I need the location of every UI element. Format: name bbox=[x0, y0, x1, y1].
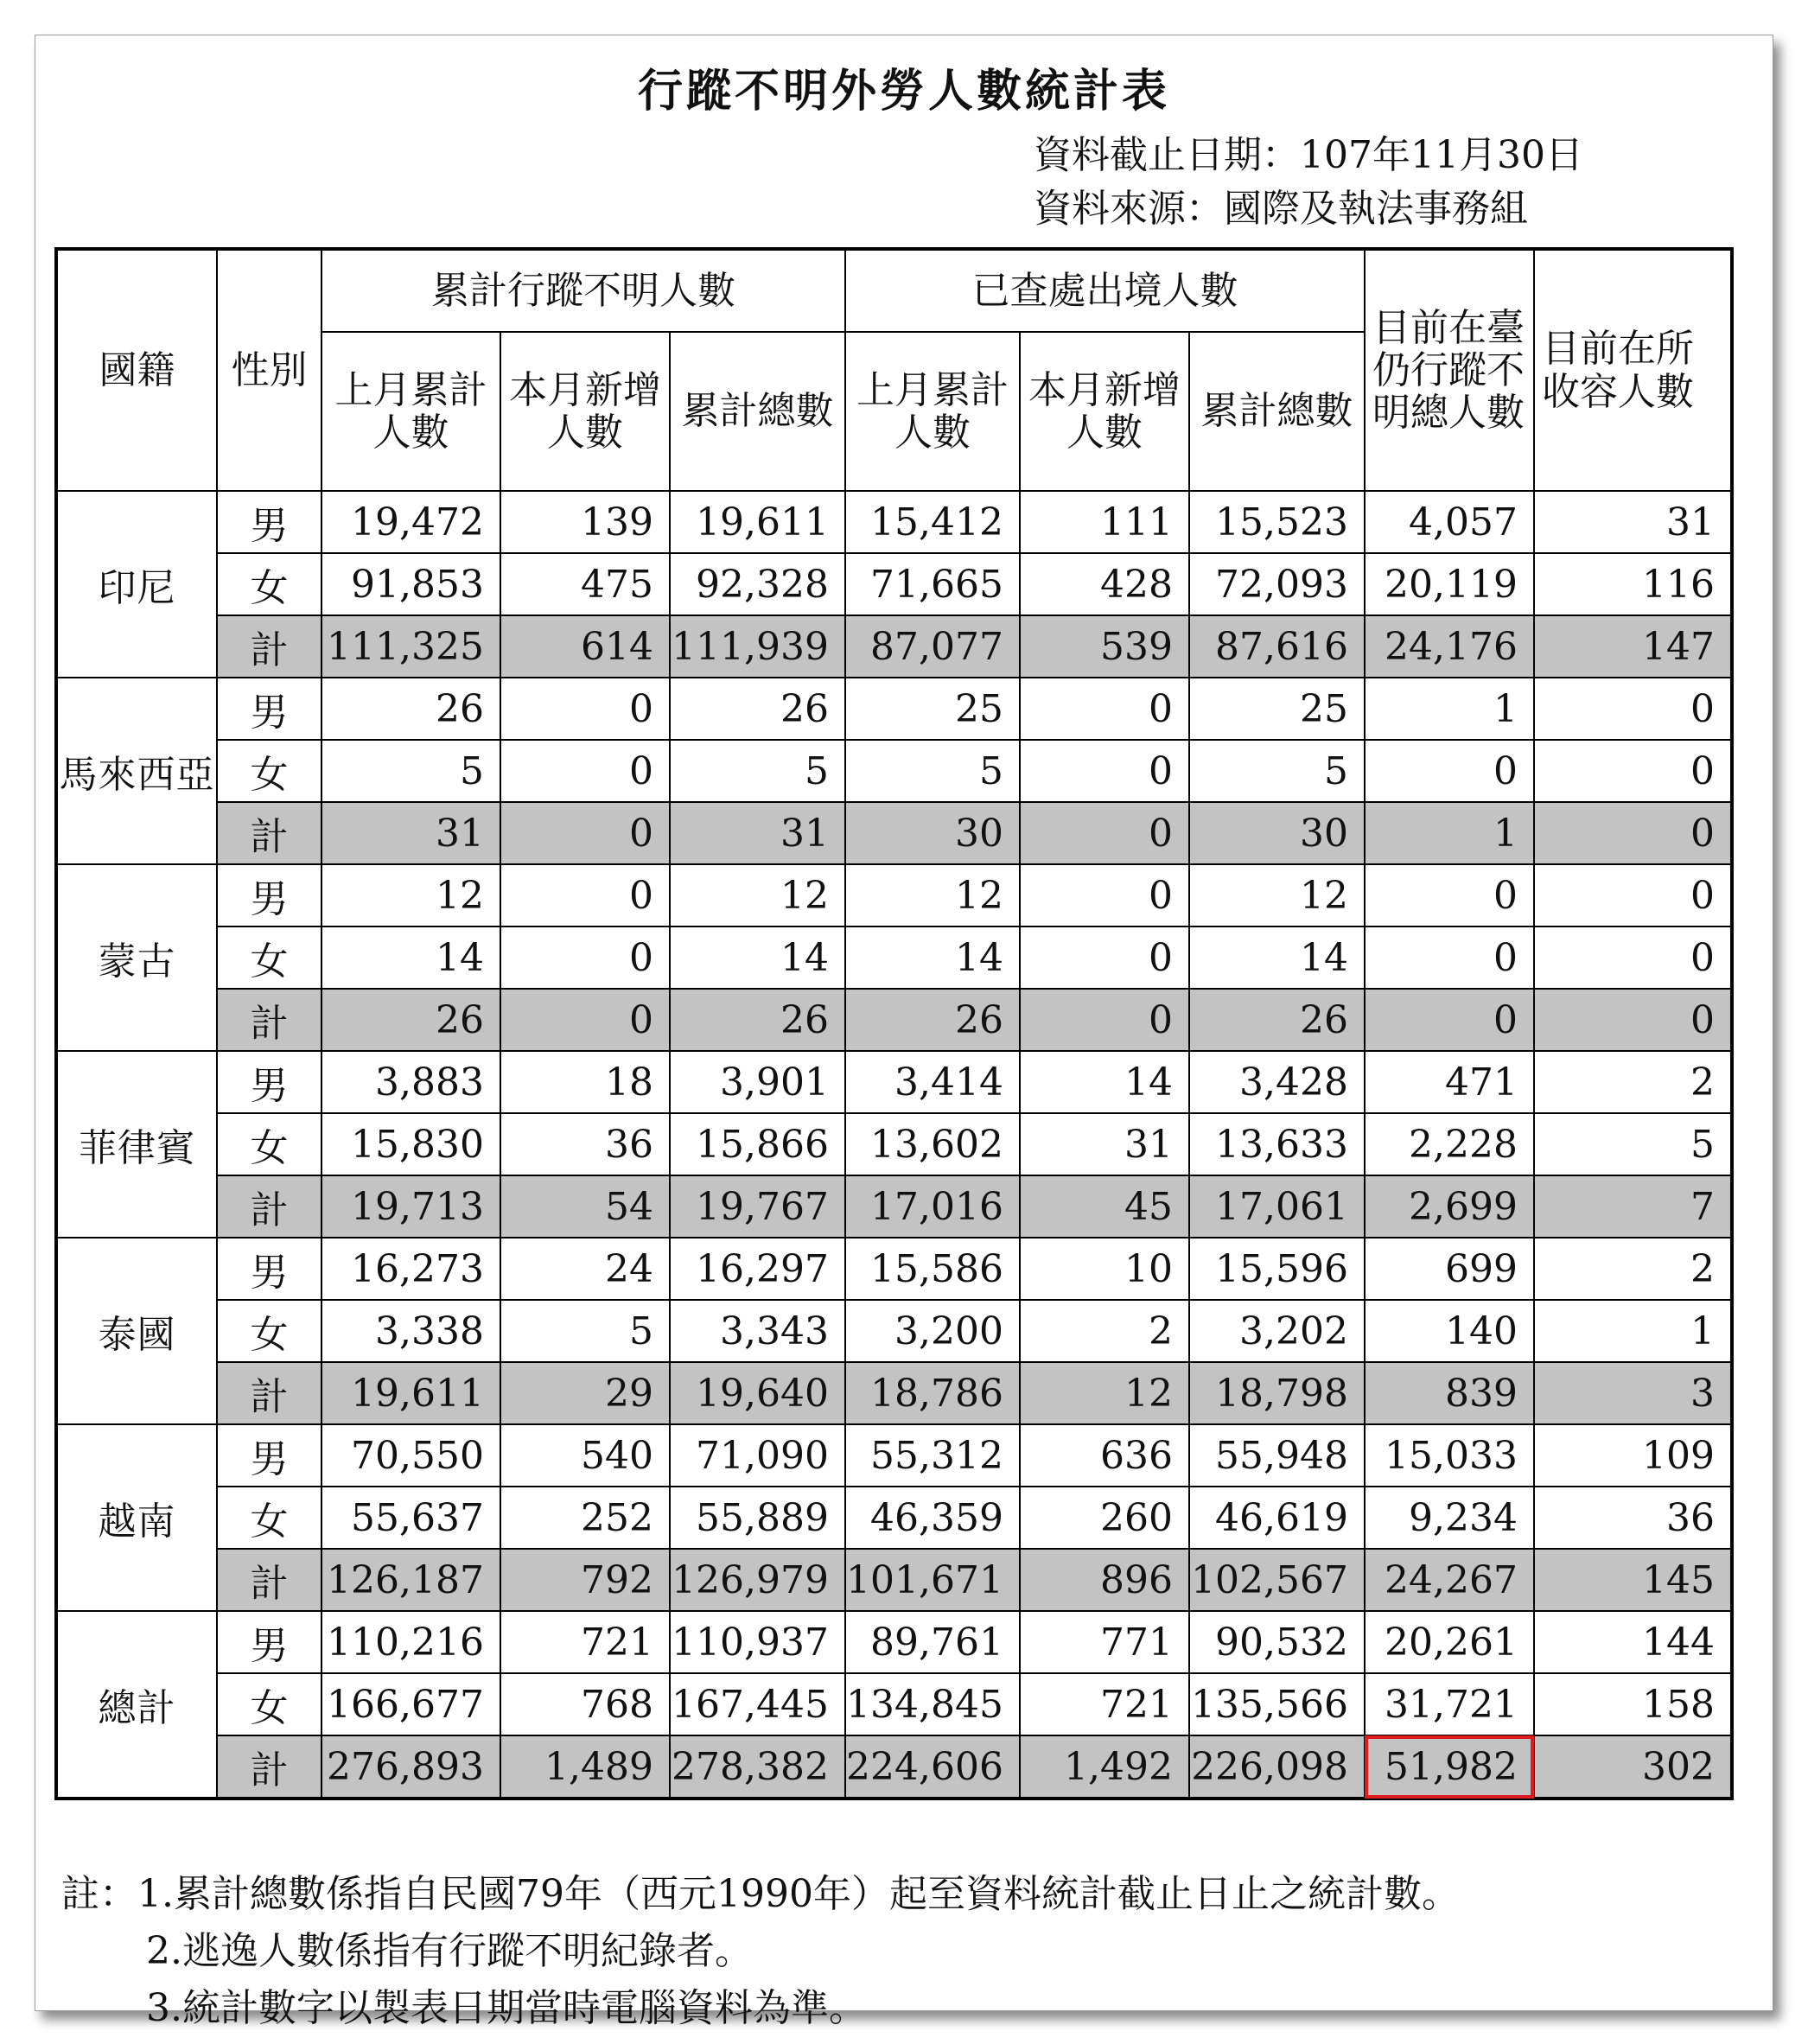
value-cell-dep-prev: 26 bbox=[845, 989, 1020, 1051]
value-cell-cum-new: 36 bbox=[500, 1113, 670, 1175]
value-cell-dep-total: 90,532 bbox=[1189, 1611, 1365, 1673]
value-cell-cum-prev: 5 bbox=[321, 740, 500, 802]
value-cell-detained: 0 bbox=[1534, 926, 1732, 989]
header-cum-prev: 上月累計人數 bbox=[321, 332, 500, 491]
value-cell-cum-new: 0 bbox=[500, 678, 670, 740]
table-row bbox=[56, 864, 1732, 926]
value-cell-dep-total: 55,948 bbox=[1189, 1424, 1365, 1487]
header-dep-total: 累計總數 bbox=[1189, 332, 1365, 491]
value-cell-dep-prev: 55,312 bbox=[845, 1424, 1020, 1487]
sex-cell: 男 bbox=[217, 678, 321, 740]
sex-cell: 計 bbox=[217, 1362, 321, 1424]
header-nationality: 國籍 bbox=[56, 249, 217, 491]
value-cell-still-missing: 1 bbox=[1365, 678, 1534, 740]
header-dep-new: 本月新增人數 bbox=[1020, 332, 1189, 491]
value-cell-cum-prev: 15,830 bbox=[321, 1113, 500, 1175]
nationality-cell: 印尼 bbox=[56, 491, 217, 678]
value-cell-cum-new: 0 bbox=[500, 740, 670, 802]
value-cell-detained: 109 bbox=[1534, 1424, 1732, 1487]
nationality-cell: 泰國 bbox=[56, 1238, 217, 1424]
value-cell-dep-new: 0 bbox=[1020, 989, 1189, 1051]
value-cell-dep-total: 17,061 bbox=[1189, 1175, 1365, 1238]
table-row bbox=[56, 1113, 1732, 1175]
value-cell-dep-prev: 14 bbox=[845, 926, 1020, 989]
value-cell-cum-new: 18 bbox=[500, 1051, 670, 1113]
value-cell-cum-prev: 91,853 bbox=[321, 553, 500, 615]
value-cell-dep-new: 1,492 bbox=[1020, 1735, 1189, 1799]
value-cell-detained: 0 bbox=[1534, 989, 1732, 1051]
table-row bbox=[56, 926, 1732, 989]
value-cell-dep-prev: 134,845 bbox=[845, 1673, 1020, 1735]
value-cell-still-missing: 0 bbox=[1365, 926, 1534, 989]
value-cell-dep-prev: 5 bbox=[845, 740, 1020, 802]
value-cell-dep-total: 5 bbox=[1189, 740, 1365, 802]
sex-cell: 計 bbox=[217, 802, 321, 864]
value-cell-dep-new: 111 bbox=[1020, 491, 1189, 553]
table-row bbox=[56, 1175, 1732, 1238]
value-cell-still-missing: 0 bbox=[1365, 740, 1534, 802]
value-cell-cum-prev: 31 bbox=[321, 802, 500, 864]
value-cell-cum-prev: 3,883 bbox=[321, 1051, 500, 1113]
value-cell-cum-total: 92,328 bbox=[670, 553, 845, 615]
sex-cell: 計 bbox=[217, 1175, 321, 1238]
page-title: 行蹤不明外勞人數統計表 bbox=[637, 65, 1170, 118]
value-cell-cum-total: 111,939 bbox=[670, 615, 845, 678]
value-cell-dep-total: 26 bbox=[1189, 989, 1365, 1051]
value-cell-dep-prev: 224,606 bbox=[845, 1735, 1020, 1799]
value-cell-detained: 0 bbox=[1534, 740, 1732, 802]
value-cell-cum-new: 1,489 bbox=[500, 1735, 670, 1799]
value-cell-dep-prev: 3,200 bbox=[845, 1300, 1020, 1362]
value-cell-cum-total: 15,866 bbox=[670, 1113, 845, 1175]
value-cell-cum-prev: 19,713 bbox=[321, 1175, 500, 1238]
value-cell-cum-new: 0 bbox=[500, 864, 670, 926]
value-cell-dep-total: 87,616 bbox=[1189, 615, 1365, 678]
value-cell-still-missing: 4,057 bbox=[1365, 491, 1534, 553]
sex-cell: 男 bbox=[217, 864, 321, 926]
value-cell-cum-prev: 26 bbox=[321, 678, 500, 740]
table-row bbox=[56, 1362, 1732, 1424]
table-row bbox=[56, 1238, 1732, 1300]
value-cell-still-missing: 2,699 bbox=[1365, 1175, 1534, 1238]
value-cell-dep-new: 539 bbox=[1020, 615, 1189, 678]
value-cell-cum-new: 0 bbox=[500, 926, 670, 989]
value-cell-still-missing: 2,228 bbox=[1365, 1113, 1534, 1175]
sex-cell: 女 bbox=[217, 1300, 321, 1362]
value-cell-detained: 147 bbox=[1534, 615, 1732, 678]
value-cell-still-missing: 1 bbox=[1365, 802, 1534, 864]
sex-cell: 女 bbox=[217, 1113, 321, 1175]
table-row bbox=[56, 1673, 1732, 1735]
value-cell-dep-new: 771 bbox=[1020, 1611, 1189, 1673]
value-cell-cum-prev: 166,677 bbox=[321, 1673, 500, 1735]
value-cell-still-missing: 0 bbox=[1365, 864, 1534, 926]
value-cell-dep-total: 3,428 bbox=[1189, 1051, 1365, 1113]
value-cell-dep-new: 12 bbox=[1020, 1362, 1189, 1424]
value-cell-cum-new: 54 bbox=[500, 1175, 670, 1238]
value-cell-dep-total: 12 bbox=[1189, 864, 1365, 926]
value-cell-dep-prev: 101,671 bbox=[845, 1549, 1020, 1611]
value-cell-cum-total: 19,767 bbox=[670, 1175, 845, 1238]
nationality-cell: 菲律賓 bbox=[56, 1051, 217, 1238]
value-cell-cum-prev: 110,216 bbox=[321, 1611, 500, 1673]
value-cell-detained: 7 bbox=[1534, 1175, 1732, 1238]
value-cell-still-missing: 15,033 bbox=[1365, 1424, 1534, 1487]
value-cell-dep-total: 15,596 bbox=[1189, 1238, 1365, 1300]
table-row bbox=[56, 678, 1732, 740]
value-cell-cum-prev: 12 bbox=[321, 864, 500, 926]
value-cell-cum-total: 3,343 bbox=[670, 1300, 845, 1362]
table-row bbox=[56, 553, 1732, 615]
value-cell-dep-prev: 12 bbox=[845, 864, 1020, 926]
value-cell-dep-total: 13,633 bbox=[1189, 1113, 1365, 1175]
value-cell-detained: 145 bbox=[1534, 1549, 1732, 1611]
table-body bbox=[56, 491, 1732, 1799]
value-cell-detained: 36 bbox=[1534, 1487, 1732, 1549]
highlighted-total-still-missing: 51,982 bbox=[1365, 1735, 1534, 1799]
value-cell-dep-total: 3,202 bbox=[1189, 1300, 1365, 1362]
value-cell-cum-total: 26 bbox=[670, 989, 845, 1051]
value-cell-dep-total: 135,566 bbox=[1189, 1673, 1365, 1735]
value-cell-detained: 116 bbox=[1534, 553, 1732, 615]
table-row bbox=[56, 1549, 1732, 1611]
nationality-cell: 總計 bbox=[56, 1611, 217, 1799]
value-cell-cum-total: 19,611 bbox=[670, 491, 845, 553]
value-cell-dep-new: 2 bbox=[1020, 1300, 1189, 1362]
value-cell-cum-prev: 55,637 bbox=[321, 1487, 500, 1549]
value-cell-dep-prev: 25 bbox=[845, 678, 1020, 740]
value-cell-dep-total: 25 bbox=[1189, 678, 1365, 740]
value-cell-cum-prev: 16,273 bbox=[321, 1238, 500, 1300]
value-cell-cum-prev: 19,472 bbox=[321, 491, 500, 553]
footnotes bbox=[61, 1866, 1460, 2037]
value-cell-detained: 302 bbox=[1534, 1735, 1732, 1799]
value-cell-cum-total: 19,640 bbox=[670, 1362, 845, 1424]
table-row bbox=[56, 1735, 1732, 1799]
sex-cell: 男 bbox=[217, 1051, 321, 1113]
value-cell-cum-new: 0 bbox=[500, 989, 670, 1051]
value-cell-dep-prev: 18,786 bbox=[845, 1362, 1020, 1424]
value-cell-detained: 2 bbox=[1534, 1238, 1732, 1300]
header-still-missing: 目前在臺仍行蹤不明總人數 bbox=[1365, 249, 1534, 491]
value-cell-cum-total: 5 bbox=[670, 740, 845, 802]
value-cell-still-missing: 20,119 bbox=[1365, 553, 1534, 615]
value-cell-detained: 0 bbox=[1534, 678, 1732, 740]
value-cell-dep-total: 72,093 bbox=[1189, 553, 1365, 615]
table-row bbox=[56, 491, 1732, 553]
value-cell-cum-prev: 19,611 bbox=[321, 1362, 500, 1424]
value-cell-cum-new: 252 bbox=[500, 1487, 670, 1549]
table-row bbox=[56, 989, 1732, 1051]
value-cell-cum-prev: 3,338 bbox=[321, 1300, 500, 1362]
value-cell-cum-new: 792 bbox=[500, 1549, 670, 1611]
header-detained: 目前在所收容人數 bbox=[1534, 249, 1732, 491]
footnote-2: 2.逃逸人數係指有行蹤不明紀錄者。 bbox=[146, 1929, 753, 1973]
value-cell-dep-total: 102,567 bbox=[1189, 1549, 1365, 1611]
header-group-deported: 已查處出境人數 bbox=[845, 249, 1365, 332]
table-row bbox=[56, 1051, 1732, 1113]
value-cell-detained: 2 bbox=[1534, 1051, 1732, 1113]
value-cell-cum-total: 110,937 bbox=[670, 1611, 845, 1673]
value-cell-detained: 158 bbox=[1534, 1673, 1732, 1735]
sex-cell: 計 bbox=[217, 1549, 321, 1611]
value-cell-dep-new: 31 bbox=[1020, 1113, 1189, 1175]
sex-cell: 女 bbox=[217, 926, 321, 989]
header-dep-prev: 上月累計人數 bbox=[845, 332, 1020, 491]
value-cell-cum-total: 26 bbox=[670, 678, 845, 740]
value-cell-dep-new: 0 bbox=[1020, 864, 1189, 926]
table-row bbox=[56, 1300, 1732, 1362]
value-cell-cum-new: 5 bbox=[500, 1300, 670, 1362]
value-cell-cum-new: 721 bbox=[500, 1611, 670, 1673]
value-cell-cum-total: 12 bbox=[670, 864, 845, 926]
value-cell-dep-new: 0 bbox=[1020, 740, 1189, 802]
value-cell-dep-total: 30 bbox=[1189, 802, 1365, 864]
statistics-table bbox=[54, 247, 1734, 1800]
value-cell-dep-total: 46,619 bbox=[1189, 1487, 1365, 1549]
header-group-cumulative: 累計行蹤不明人數 bbox=[321, 249, 845, 332]
value-cell-detained: 3 bbox=[1534, 1362, 1732, 1424]
value-cell-dep-prev: 46,359 bbox=[845, 1487, 1020, 1549]
value-cell-detained: 0 bbox=[1534, 864, 1732, 926]
header-sex: 性別 bbox=[217, 249, 321, 491]
value-cell-detained: 31 bbox=[1534, 491, 1732, 553]
value-cell-still-missing: 9,234 bbox=[1365, 1487, 1534, 1549]
value-cell-cum-prev: 276,893 bbox=[321, 1735, 500, 1799]
value-cell-cum-prev: 111,325 bbox=[321, 615, 500, 678]
sex-cell: 女 bbox=[217, 740, 321, 802]
value-cell-still-missing: 140 bbox=[1365, 1300, 1534, 1362]
value-cell-dep-new: 45 bbox=[1020, 1175, 1189, 1238]
value-cell-cum-prev: 26 bbox=[321, 989, 500, 1051]
sex-cell: 女 bbox=[217, 1487, 321, 1549]
value-cell-dep-prev: 87,077 bbox=[845, 615, 1020, 678]
value-cell-cum-total: 14 bbox=[670, 926, 845, 989]
sex-cell: 計 bbox=[217, 615, 321, 678]
table-row bbox=[56, 1424, 1732, 1487]
value-cell-cum-total: 16,297 bbox=[670, 1238, 845, 1300]
table-row bbox=[56, 1611, 1732, 1673]
value-cell-dep-new: 0 bbox=[1020, 678, 1189, 740]
value-cell-cum-new: 29 bbox=[500, 1362, 670, 1424]
value-cell-cum-new: 24 bbox=[500, 1238, 670, 1300]
value-cell-dep-prev: 17,016 bbox=[845, 1175, 1020, 1238]
value-cell-still-missing: 31,721 bbox=[1365, 1673, 1534, 1735]
value-cell-still-missing: 471 bbox=[1365, 1051, 1534, 1113]
table-row bbox=[56, 615, 1732, 678]
value-cell-detained: 0 bbox=[1534, 802, 1732, 864]
value-cell-cum-total: 55,889 bbox=[670, 1487, 845, 1549]
value-cell-cum-total: 3,901 bbox=[670, 1051, 845, 1113]
value-cell-dep-total: 226,098 bbox=[1189, 1735, 1365, 1799]
value-cell-cum-prev: 126,187 bbox=[321, 1549, 500, 1611]
value-cell-cum-total: 31 bbox=[670, 802, 845, 864]
value-cell-cum-prev: 14 bbox=[321, 926, 500, 989]
value-cell-cum-total: 126,979 bbox=[670, 1549, 845, 1611]
value-cell-cum-new: 768 bbox=[500, 1673, 670, 1735]
nationality-cell: 越南 bbox=[56, 1424, 217, 1611]
value-cell-cum-new: 614 bbox=[500, 615, 670, 678]
sex-cell: 男 bbox=[217, 1611, 321, 1673]
value-cell-dep-new: 14 bbox=[1020, 1051, 1189, 1113]
value-cell-cum-new: 540 bbox=[500, 1424, 670, 1487]
value-cell-dep-prev: 89,761 bbox=[845, 1611, 1020, 1673]
sex-cell: 女 bbox=[217, 1673, 321, 1735]
header-cum-total: 累計總數 bbox=[670, 332, 845, 491]
value-cell-still-missing: 839 bbox=[1365, 1362, 1534, 1424]
value-cell-still-missing: 699 bbox=[1365, 1238, 1534, 1300]
value-cell-dep-new: 0 bbox=[1020, 802, 1189, 864]
sex-cell: 計 bbox=[217, 1735, 321, 1799]
value-cell-still-missing: 24,267 bbox=[1365, 1549, 1534, 1611]
value-cell-dep-new: 896 bbox=[1020, 1549, 1189, 1611]
table-row bbox=[56, 740, 1732, 802]
value-cell-cum-new: 0 bbox=[500, 802, 670, 864]
value-cell-dep-prev: 30 bbox=[845, 802, 1020, 864]
value-cell-dep-new: 10 bbox=[1020, 1238, 1189, 1300]
value-cell-dep-new: 260 bbox=[1020, 1487, 1189, 1549]
value-cell-still-missing: 0 bbox=[1365, 989, 1534, 1051]
value-cell-dep-prev: 3,414 bbox=[845, 1051, 1020, 1113]
value-cell-dep-prev: 15,586 bbox=[845, 1238, 1020, 1300]
value-cell-dep-new: 721 bbox=[1020, 1673, 1189, 1735]
data-source: 資料來源：國際及執法事務組 bbox=[1034, 187, 1528, 231]
value-cell-cum-total: 71,090 bbox=[670, 1424, 845, 1487]
sex-cell: 男 bbox=[217, 491, 321, 553]
value-cell-dep-prev: 13,602 bbox=[845, 1113, 1020, 1175]
value-cell-dep-prev: 71,665 bbox=[845, 553, 1020, 615]
footnote-3: 3.統計數字以製表日期當時電腦資料為準。 bbox=[146, 1986, 867, 2030]
header-cum-new: 本月新增人數 bbox=[500, 332, 670, 491]
value-cell-cum-total: 278,382 bbox=[670, 1735, 845, 1799]
footnote-1: 註：1.累計總數係指自民國79年（西元1990年）起至資料統計截止日止之統計數。 bbox=[61, 1872, 1460, 1916]
value-cell-detained: 144 bbox=[1534, 1611, 1732, 1673]
value-cell-dep-total: 18,798 bbox=[1189, 1362, 1365, 1424]
value-cell-dep-total: 15,523 bbox=[1189, 491, 1365, 553]
sex-cell: 女 bbox=[217, 553, 321, 615]
sex-cell: 男 bbox=[217, 1424, 321, 1487]
nationality-cell: 蒙古 bbox=[56, 864, 217, 1051]
value-cell-still-missing: 20,261 bbox=[1365, 1611, 1534, 1673]
value-cell-dep-prev: 15,412 bbox=[845, 491, 1020, 553]
table-row bbox=[56, 1487, 1732, 1549]
value-cell-detained: 5 bbox=[1534, 1113, 1732, 1175]
table-row bbox=[56, 802, 1732, 864]
value-cell-cum-prev: 70,550 bbox=[321, 1424, 500, 1487]
value-cell-detained: 1 bbox=[1534, 1300, 1732, 1362]
sex-cell: 計 bbox=[217, 989, 321, 1051]
value-cell-dep-new: 0 bbox=[1020, 926, 1189, 989]
value-cell-dep-total: 14 bbox=[1189, 926, 1365, 989]
nationality-cell: 馬來西亞 bbox=[56, 678, 217, 864]
value-cell-cum-new: 475 bbox=[500, 553, 670, 615]
sex-cell: 男 bbox=[217, 1238, 321, 1300]
value-cell-cum-total: 167,445 bbox=[670, 1673, 845, 1735]
value-cell-cum-new: 139 bbox=[500, 491, 670, 553]
value-cell-still-missing: 24,176 bbox=[1365, 615, 1534, 678]
value-cell-dep-new: 636 bbox=[1020, 1424, 1189, 1487]
data-cutoff-date: 資料截止日期：107年11月30日 bbox=[1034, 133, 1583, 177]
document-page bbox=[35, 35, 1773, 2030]
value-cell-dep-new: 428 bbox=[1020, 553, 1189, 615]
